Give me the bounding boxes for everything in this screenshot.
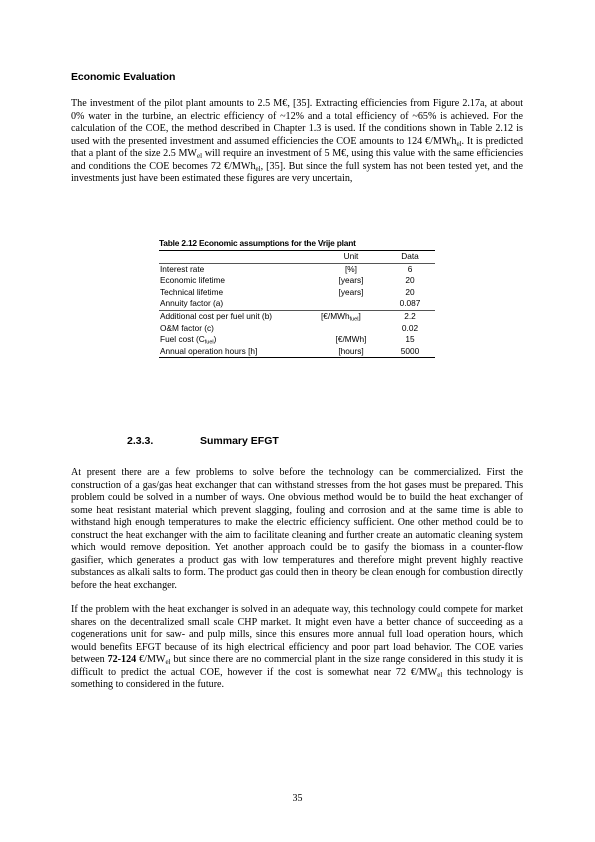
col-header-unit: Unit <box>343 251 359 261</box>
col-header-data: Data <box>401 251 419 261</box>
table-row: Interest rate [%] 6 <box>160 263 413 274</box>
paragraph-summary-problems: At present there are a few problems to solve before the technology can be commercialized. First the construction of a gas/gas heat exchanger that can withstand stresses from the hot gases must be prepared. This problem could be solved in a number of ways. One obvious method would be to build the heat exchanger of some heat resistant material which prevent slagging, fouling and corrosion and at the same time is able to withstand high enough temperatures to make the electric efficiency sufficient. One other method could be to construct the heat exchanger with the aim to facilitate cleaning and further create an automatic cleaning system which would remove deposition. Yet another approach could be to gasify the biomass in a counter-flow gasifier, which generates a product gas with low temperatures and therefore might prevent highly reactive substances as alkali salts to form. The product gas could then in theory be clean enough for combustion directly before the heat exchanger. <box>71 467 523 591</box>
table-row: O&M factor (c) 0.02 <box>160 322 419 333</box>
subsection-title: Summary EFGT <box>200 435 279 447</box>
table-row: Economic lifetime [years] 20 <box>160 275 415 286</box>
table-row: Fuel cost $(C_{fuel})$ [€/MWh] 15 <box>160 334 415 346</box>
section-heading: Economic Evaluation <box>71 71 176 83</box>
page-number: 35 <box>292 793 303 804</box>
table-caption: Table 2.12 Economic assumptions for the Vrije plant <box>159 238 356 248</box>
paragraph-economic-evaluation: The investment of the pilot plant amounts to 2.5 M€, [35]. Extracting efficiencies from Figure 2.17a, at about 0% water in the turbine, an electric efficiency of ~12% and a total efficiency of ~65% is achieved. For the calculation of the COE, the method described in Chapter 1.3 is used. If the conditions shown in Table 2.12 is used with the presented investment and assumed efficiencies the COE amounts to 124 €/MWh$_{el}$. It is predicted that a plant of the size 2.5 $MW_{el}$ will require an investment of 5 M€, using this value with the same efficiencies and conditions the COE becomes 72 €/MWh$_{el}$, [35]. But since the full system has not been tested yet, and the investments just have been estimated these figures are very uncertain, <box>71 98 524 185</box>
paragraph-summary-outlook: If the problem with the heat exchanger is solved in an adequate way, this technology could compete for market shares on the decentralized small scale CHP market. It might even have a better chance of succeeding as a cogenerations unit for saw- and pulp mills, since this ensures more annual full load operation hours, which would benefits EFGT because of its high electrical efficiency and poor part load behavior. The COE varies between 72-124 $€/MW_{el}$ but since there are no commercial plant in the size range considered in this study it is difficult to predict the actual COE, however if the cost is somewhat near 72 $€/MW_{el}$ this technology is something to considered in the future. <box>71 604 523 691</box>
table-header-row <box>159 251 435 263</box>
table-row: Additional cost per fuel unit (b) [€/MWh$_{fuel}$] 2.2 <box>160 310 416 323</box>
table-row: Annual operation hours [h] [hours] 5000 <box>160 345 420 356</box>
economic-assumptions-table <box>159 250 435 358</box>
table-row: Technical lifetime [years] 20 <box>160 286 415 297</box>
table-bottom-rule <box>159 357 435 358</box>
table-row: Annuity factor (a) 0.087 <box>160 298 421 309</box>
subsection-number: 2.3.3. <box>127 435 154 447</box>
